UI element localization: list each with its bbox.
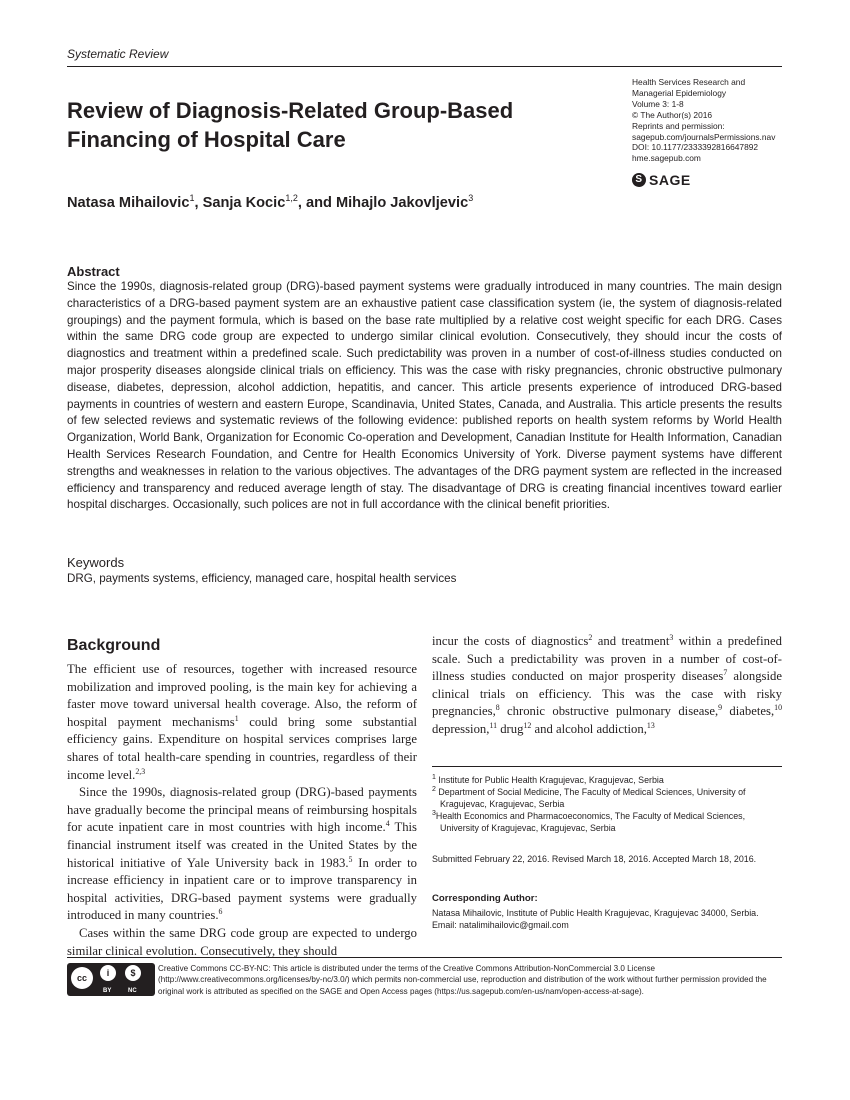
license-rule — [67, 957, 782, 958]
header-rule — [67, 66, 782, 67]
journal-info — [632, 77, 792, 164]
citation[interactable]: 5 — [348, 854, 353, 864]
journal-line: Volume 3: 1-8 — [632, 98, 684, 109]
body-paragraph: Since the 1990s, diagnosis-related group (DRG)-based payments have gradually become the principal means of reimbursing hospitals for acute inpatient care in most countries with high income.$^4$ This financial instrument itself was created in the United States by the historical initiative of Yale University back in 1983.$^5$ In order to increase efficiency in inpatient care or to improve transparency in hospital activities, DRG-based payment systems were gradually introduced in many countries.$^6$ — [67, 785, 417, 923]
journal-line: Health Services Research and — [632, 77, 746, 87]
background-heading: Background — [67, 637, 161, 654]
author-affiliation-mark: 3 — [468, 193, 474, 204]
non-commercial-icon: $ — [125, 965, 141, 981]
citation[interactable]: 11 — [489, 720, 498, 730]
journal-url[interactable]: hme.sagepub.com — [632, 153, 701, 164]
abstract-text: Since the 1990s, diagnosis-related group (DRG)-based payment systems were gradually introduced in many countries. The main design characteristics of a DRG-based payment system are an exhaustive patient case classification system (ie, the system of diagnosis-related groupings) and the payment formula, which is based on the base rate multiplied by a relative cost weight specific for each DRG. Cases within the same DRG code group are expected to undergo similar clinical evolution. Consecutively, they should incur the costs of diagnostics and treatment within a predefined scale. Such predictability was proven in a number of cost-of-illness studies conducted on major prosperity diseases alongside clinical trials on efficiency. This was the case with risky pregnancies, chronic obstructive pulmonary disease, diabetes, depression, alcohol addiction, hepatitis, and cancer. This article presents experience of introduced DRG-based payments in countries of western and eastern Europe, Scandinavia, United States, Canada, and Australia. This article presents the results of few selected reviews and systematic reviews of the following evidence: published reports on health system reforms by World Health Organization, World Bank, Organization for Economic Co-operation and Development, Canadian Institute for Health Information, Canadian Health Services Research Foundation, and Centre for Health Economics University of York. Diverse payment systems have different strengths and weaknesses in relation to the various objectives. The advantages of the DRG payment system are reflected in the increased efficiency and transparency and reduced average length of stay. The disadvantage of DRG is creating financial incentives toward earlier hospital discharges. Occasionally, such polices are not in full accordance with the clinical benefit priorities. — [67, 280, 782, 512]
cc-icon: cc — [71, 967, 93, 989]
footnote-rule — [432, 766, 782, 767]
cc-license-badge[interactable] — [67, 963, 155, 996]
sage-logo-icon: S — [632, 173, 646, 187]
citation[interactable]: 7 — [723, 667, 728, 677]
abstract-heading: Abstract — [67, 264, 120, 279]
body-paragraph: The efficient use of resources, together with increased resource mobilization and improved pooling, is the main key for achieving a faster move toward universal health coverage. Also, the reform of hospital payment mechanisms$^1$ could bring some substantial efficiency gains. Expenditure on hospital services comprises large shares of total health-care spending in countries, regardless of their income level.$^{2,3}$ — [67, 662, 417, 782]
keywords-text: DRG, payments systems, efficiency, managed care, hospital health services — [67, 572, 457, 585]
body-left-column — [67, 661, 417, 960]
author-separator: , and — [297, 195, 336, 211]
citation[interactable]: 1 — [234, 713, 239, 723]
journal-line: Reprints and permission: — [632, 120, 725, 131]
license-text: Creative Commons CC-BY-NC: This article is distributed under the terms of the Creative Commons Attribution-NonCommercial 3.0 License (http://www.creativecommons.org/licenses/by-nc/3.0/) which permits non-commercial use, reproduction and distribution of the work without further permission provided the original work is attributed as specified on the SAGE and Open Access pages (https://us.sagepub.com/en-us/nam/open-access-at-sage). — [158, 964, 767, 996]
corresponding-address: Natasa Mihailovic, Institute of Public Health Kragujevac, Kragujevac 34000, Serbia. — [432, 908, 759, 918]
cc-nc-tag: NC — [128, 988, 137, 994]
citation[interactable]: 3 — [669, 632, 674, 642]
citation[interactable]: 12 — [523, 720, 532, 730]
citation[interactable]: 8 — [495, 703, 500, 713]
citation[interactable]: 2 — [588, 632, 593, 642]
citation[interactable]: 10 — [774, 703, 782, 713]
affiliation: $^1$ Institute for Public Health Kragujevac, Kragujevac, Serbia — [432, 774, 664, 785]
citation[interactable]: 4 — [385, 819, 390, 829]
author-affiliation-mark: 1 — [189, 193, 195, 204]
author-name: Sanja Kocic — [202, 195, 286, 211]
running-head: Systematic Review — [67, 47, 169, 61]
journal-line: © The Author(s) 2016 — [632, 109, 713, 120]
article-title: Review of Diagnosis-Related Group-Based Financing of Hospital Care — [67, 98, 514, 152]
author-list — [67, 195, 473, 211]
author-name: Natasa Mihailovic — [67, 195, 190, 211]
sage-logo — [632, 172, 691, 188]
corresponding-author-heading: Corresponding Author: — [432, 893, 538, 904]
author-name: Mihajlo Jakovljevic — [335, 195, 469, 211]
submission-dates: Submitted February 22, 2016. Revised March 18, 2016. Accepted March 18, 2016. — [432, 854, 757, 864]
attribution-icon: i — [100, 965, 116, 981]
cc-by-tag: BY — [103, 988, 112, 994]
body-right-column: incur the costs of diagnostics$^2$ and treatment$^3$ within a predefined scale. Such a predictability was proven in a number of cost-of-illness studies conducted on major prosperity diseases$^7$ alongside clinical trials on efficiency. This was the case with risky pregnancies,$^8$ chronic obstructive pulmonary disease,$^9$ diabetes,$^{10}$ depression,$^{11}$ drug$^{12}$ and alcohol addiction,$^{13}$ — [432, 632, 782, 736]
journal-line[interactable]: sagepub.com/journalsPermissions.nav — [632, 131, 776, 142]
affiliation: $^2$ Department of Social Medicine, The Faculty of Medical Sciences, University of Kragujevac, Kragujevac, Serbia — [432, 786, 746, 810]
affiliation: $^3$Health Economics and Pharmacoeconomics, The Faculty of Medical Sciences, University of Kragujevac, Kragujevac, Serbia — [432, 810, 746, 834]
author-separator: , — [194, 195, 203, 211]
citation[interactable]: 13 — [646, 720, 655, 730]
doi-line[interactable]: DOI: 10.1177/2333392816647892 — [632, 142, 759, 153]
corresponding-email[interactable]: Email: natalimihailovic@gmail.com — [432, 920, 569, 931]
corresponding-author — [432, 907, 784, 931]
citation[interactable]: 6 — [218, 907, 223, 917]
body-paragraph: Cases within the same DRG code group are expected to undergo similar clinical evolution. Consecutively, they should — [67, 925, 417, 958]
sage-logo-text: SAGE — [649, 172, 691, 188]
author-affiliation-mark: 1,2 — [285, 193, 298, 204]
journal-line: Managerial Epidemiology — [632, 87, 727, 98]
affiliations — [432, 774, 784, 834]
citation[interactable]: 9 — [718, 703, 723, 713]
keywords-heading: Keywords — [67, 555, 125, 570]
citation[interactable]: 2,3 — [135, 766, 146, 776]
